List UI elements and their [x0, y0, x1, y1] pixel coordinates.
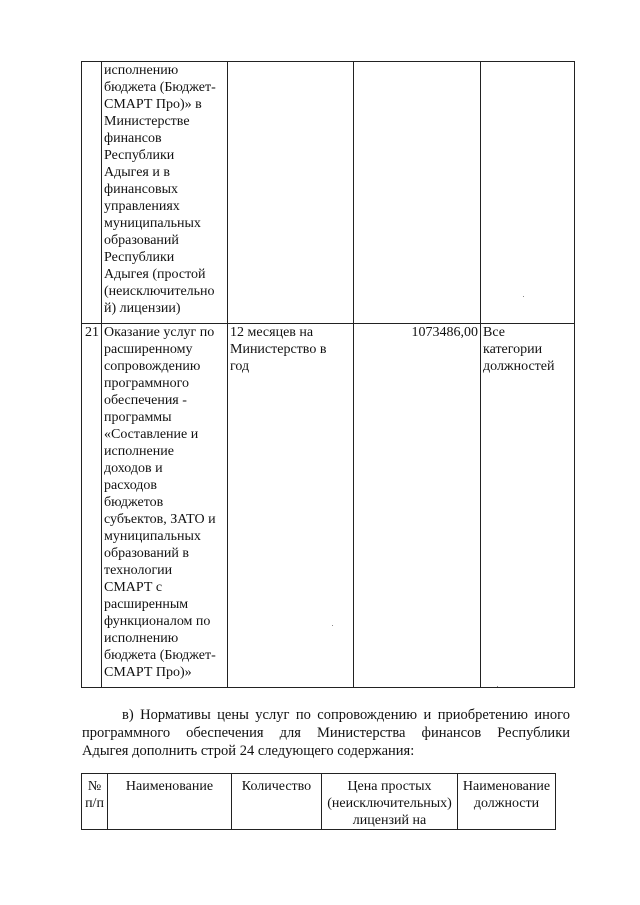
norms-table-continued: [81, 61, 575, 688]
new-norms-table: [81, 773, 556, 830]
table-row: [82, 62, 575, 324]
scan-speck: [497, 686, 498, 687]
price-cell: [354, 62, 481, 324]
header-number: № п/п: [82, 774, 108, 830]
row-number-cell: [82, 62, 102, 324]
service-name-cell: Оказание услуг по расширенному сопровождению программного обеспечения - программы «Составление и исполнение доходов и расходов бюджетов субъектов, ЗАТО и муниципальных образований в технологии СМАРТ с расширенным функционалом по исполнению бюджета (Бюджет- СМАРТ Про)»: [102, 324, 228, 688]
scan-speck: [332, 625, 333, 626]
quantity-cell: [228, 62, 354, 324]
header-price: Цена простых (неисключительных) лицензий на: [322, 774, 458, 830]
quantity-cell: 12 месяцев на Министерство в год: [228, 324, 354, 688]
paragraph-line: в) Нормативы цены услуг по сопровождению и приобретению иного: [122, 707, 570, 723]
amendment-paragraph: [82, 706, 570, 760]
table-row: [82, 324, 575, 688]
scan-speck: [523, 296, 524, 297]
position-cell: Все категории должностей: [481, 324, 575, 688]
price-cell: 1073486,00: [354, 324, 481, 688]
header-position: Наименование должности: [458, 774, 556, 830]
table-header-row: [82, 774, 556, 830]
row-number-cell: 21: [82, 324, 102, 688]
position-cell: [481, 62, 575, 324]
header-quantity: Количество: [232, 774, 322, 830]
paragraph-line: программного обеспечения для Министерства финансов Республики: [82, 725, 570, 741]
paragraph-line: Адыгея дополнить строй 24 следующего содержания:: [82, 743, 415, 759]
service-name-cell: исполнению бюджета (Бюджет- СМАРТ Про)» в Министерстве финансов Республики Адыгея и в финансовых управлениях муниципальных образований Республики Адыгея (простой (неисключительно й) лицензии): [102, 62, 228, 324]
header-name: Наименование: [108, 774, 232, 830]
